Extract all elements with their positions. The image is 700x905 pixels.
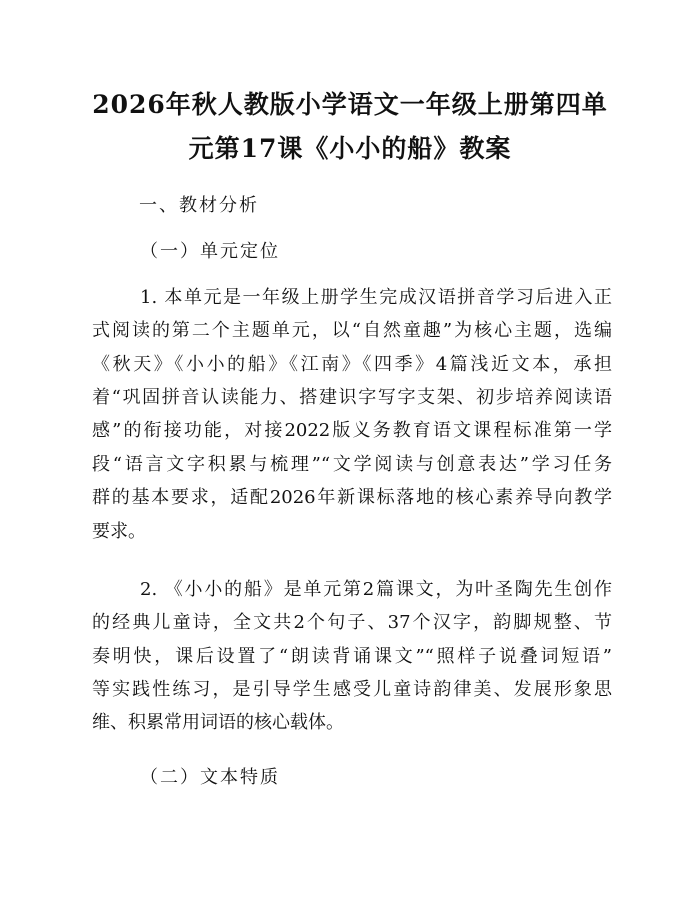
paragraph-1-line-6: 段“语言文字积累与梳理”“文学阅读与创意表达”学习任务 — [92, 454, 612, 475]
subsection-heading-text-features: （二）文本特质 — [140, 767, 280, 788]
paragraph-1-line-3: 《秋天》《小小的船》《江南》《四季》4篇浅近文本，承担 — [92, 354, 612, 375]
paragraph-1-line-7: 群的基本要求，适配2026年新课标落地的核心素养导向教学 — [92, 487, 612, 508]
paragraph-2-line-1: 2. 《小小的船》是单元第2篇课文，为叶圣陶先生创作 — [140, 579, 612, 600]
document-title-line-2: 元第17课《小小的船》教案 — [188, 134, 512, 163]
paragraph-1-line-8: 要求。 — [92, 521, 146, 542]
paragraph-1-line-4: 着“巩固拼音认读能力、搭建识字写字支架、初步培养阅读语 — [92, 387, 612, 408]
paragraph-1-line-5: 感”的衔接功能，对接2022版义务教育语文课程标准第一学 — [92, 420, 612, 441]
paragraph-2-line-5: 维、积累常用词语的核心载体。 — [92, 712, 344, 733]
subsection-heading-unit-positioning: （一）单元定位 — [140, 241, 280, 262]
paragraph-1-line-2: 式阅读的第二个主题单元，以“自然童趣”为核心主题，选编 — [92, 320, 612, 341]
paragraph-2-line-4: 等实践性练习，是引导学生感受儿童诗韵律美、发展形象思 — [92, 679, 612, 700]
section-heading-teaching-material-analysis: 一、教材分析 — [139, 195, 259, 216]
paragraph-2-line-3: 奏明快，课后设置了“朗读背诵课文”“照样子说叠词短语” — [92, 646, 612, 667]
paragraph-2-line-2: 的经典儿童诗，全文共2个句子、37个汉字，韵脚规整、节 — [92, 612, 612, 633]
paragraph-1-line-1: 1. 本单元是一年级上册学生完成汉语拼音学习后进入正 — [140, 287, 612, 308]
document-title-line-1: 2026年秋人教版小学语文一年级上册第四单 — [92, 90, 608, 119]
